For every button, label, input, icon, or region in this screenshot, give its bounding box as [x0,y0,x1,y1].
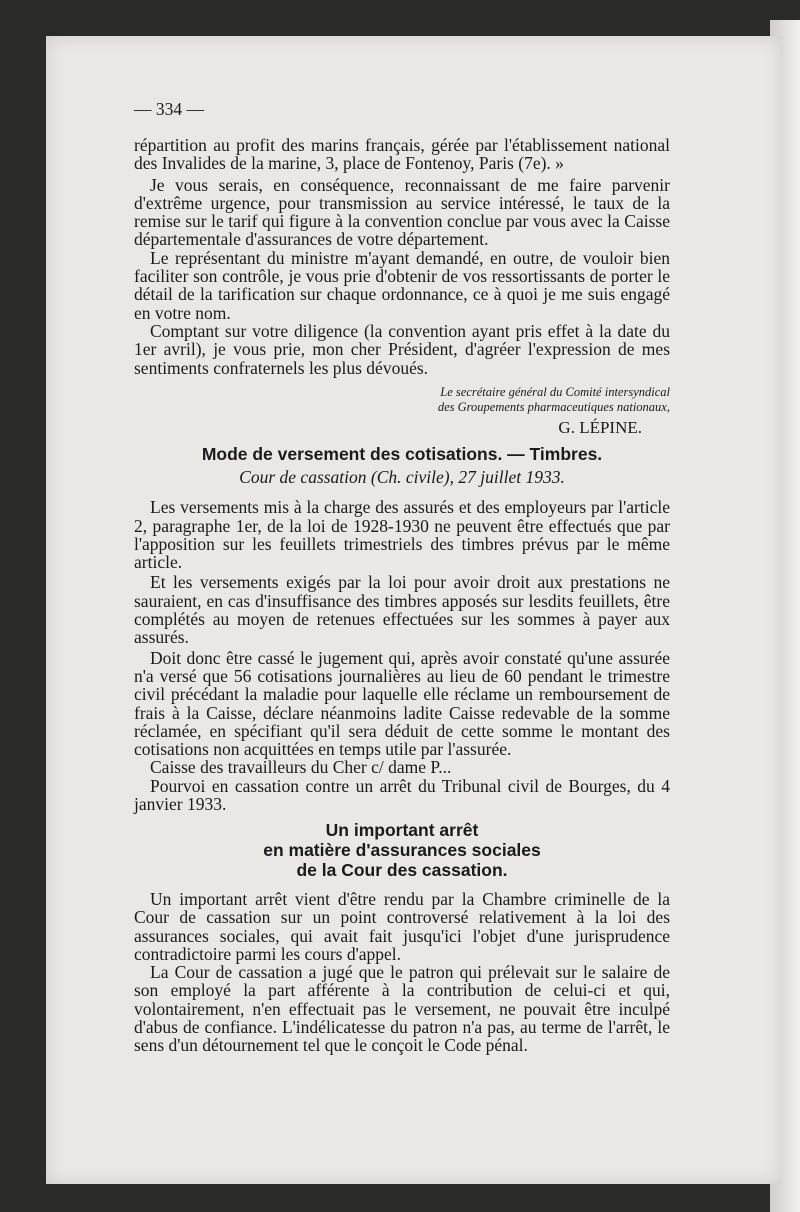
letter-paragraph: Le représentant du ministre m'ayant demandé, en outre, de vouloir bien faciliter son contrôle, je vous prie d'obtenir de vos ressortissants de porter le détail de la tarification sur chaque ordonnance, ce à quoi je me suis engagé en votre nom. [134,247,670,323]
signature-title: Le secrétaire général du Comité intersyndical [440,384,670,399]
section-paragraph: Doit donc être cassé le jugement qui, après avoir constaté qu'une assurée n'a versé que 56 cotisations journalières au lieu de 60 pendant le trimestre civil précédant la maladie pour laquelle elle réclame un remboursement de frais à la Caisse, déclare néanmoins ladite Caisse redevable de la somme réclamée, en spécifiant qu'il sera déduit de cette somme le montant des cotisations non acquittées en temps utile par l'assurée. [134,647,670,760]
letter-paragraph: répartition au profit des marins français, gérée par l'établissement national des Invalides de la marine, 3, place de Fontenoy, Paris (7e). » [134,135,670,174]
section-title: Mode de versement des cotisations. — Timbres. [201,444,603,464]
section-title: Un important arrêt [325,820,479,840]
section-timbres [134,444,670,813]
page-number: — 334 — [134,99,204,119]
signature-title: des Groupements pharmaceutiques nationaux, [437,399,670,414]
signature-name: G. LÉPINE. [558,417,642,437]
section-paragraph: Et les versements exigés par la loi pour avoir droit aux prestations ne sauraient, en cas d'insuffisance des timbres apposés sur lesdits feuillets, être complétés au moyen de retenues effectuées sur les sommes à payer aux assurés. [134,572,670,648]
letter-paragraph: Je vous serais, en conséquence, reconnaissant de me faire parvenir d'extrême urgence, pour transmission au service intéressé, le taux de la remise sur le tarif qui figure à la convention conclue par vous avec la Caisse départementale d'assurances de votre département. [134,174,670,250]
section-paragraph: Les versements mis à la charge des assurés et des employeurs par l'article 2, paragraphe 1er, de la loi de 1928-1930 ne peuvent être effectués que par l'apposition sur les feuillets trimestriels des timbres prévus par le même article. [134,497,670,573]
letter-paragraph: Comptant sur votre diligence (la convention ayant pris effet à la date du 1er avril), je vous prie, mon cher Président, d'agréer l'expression de mes sentiments confraternels les plus dévoués. [134,320,670,378]
section-title: en matière d'assurances sociales [263,840,541,860]
section-paragraph: Pourvoi en cassation contre un arrêt du Tribunal civil de Bourges, du 4 janvier 1933. [134,775,670,815]
section-title: de la Cour des cassation. [296,860,508,880]
court-reference: Cour de cassation (Ch. civile), 27 juillet 1933. [239,467,565,487]
section-paragraph: La Cour de cassation a jugé que le patron qui prélevait sur le salaire de son employé la part afférente à la contribution de celui-ci et qui, volontairement, n'en effectuait pas le versement, ne pouvait être inculpé d'abus de confiance. L'indélicatesse du patron n'a pas, au terme de l'arrêt, le sens d'un détournement tel que le conçoit le Code pénal. [134,962,670,1056]
case-parties: Caisse des travailleurs du Cher c/ dame P... [150,757,452,778]
signature-block [134,385,670,437]
section-paragraph: Un important arrêt vient d'être rendu par la Chambre criminelle de la Cour de cassation sur un point controversé relativement à la loi des assurances sociales, qui avait fait jusqu'ici l'objet d'une jurisprudence contradictoire parmi les cours d'appel. [134,889,670,964]
letter-body [134,136,670,437]
section-arret [134,820,670,1055]
